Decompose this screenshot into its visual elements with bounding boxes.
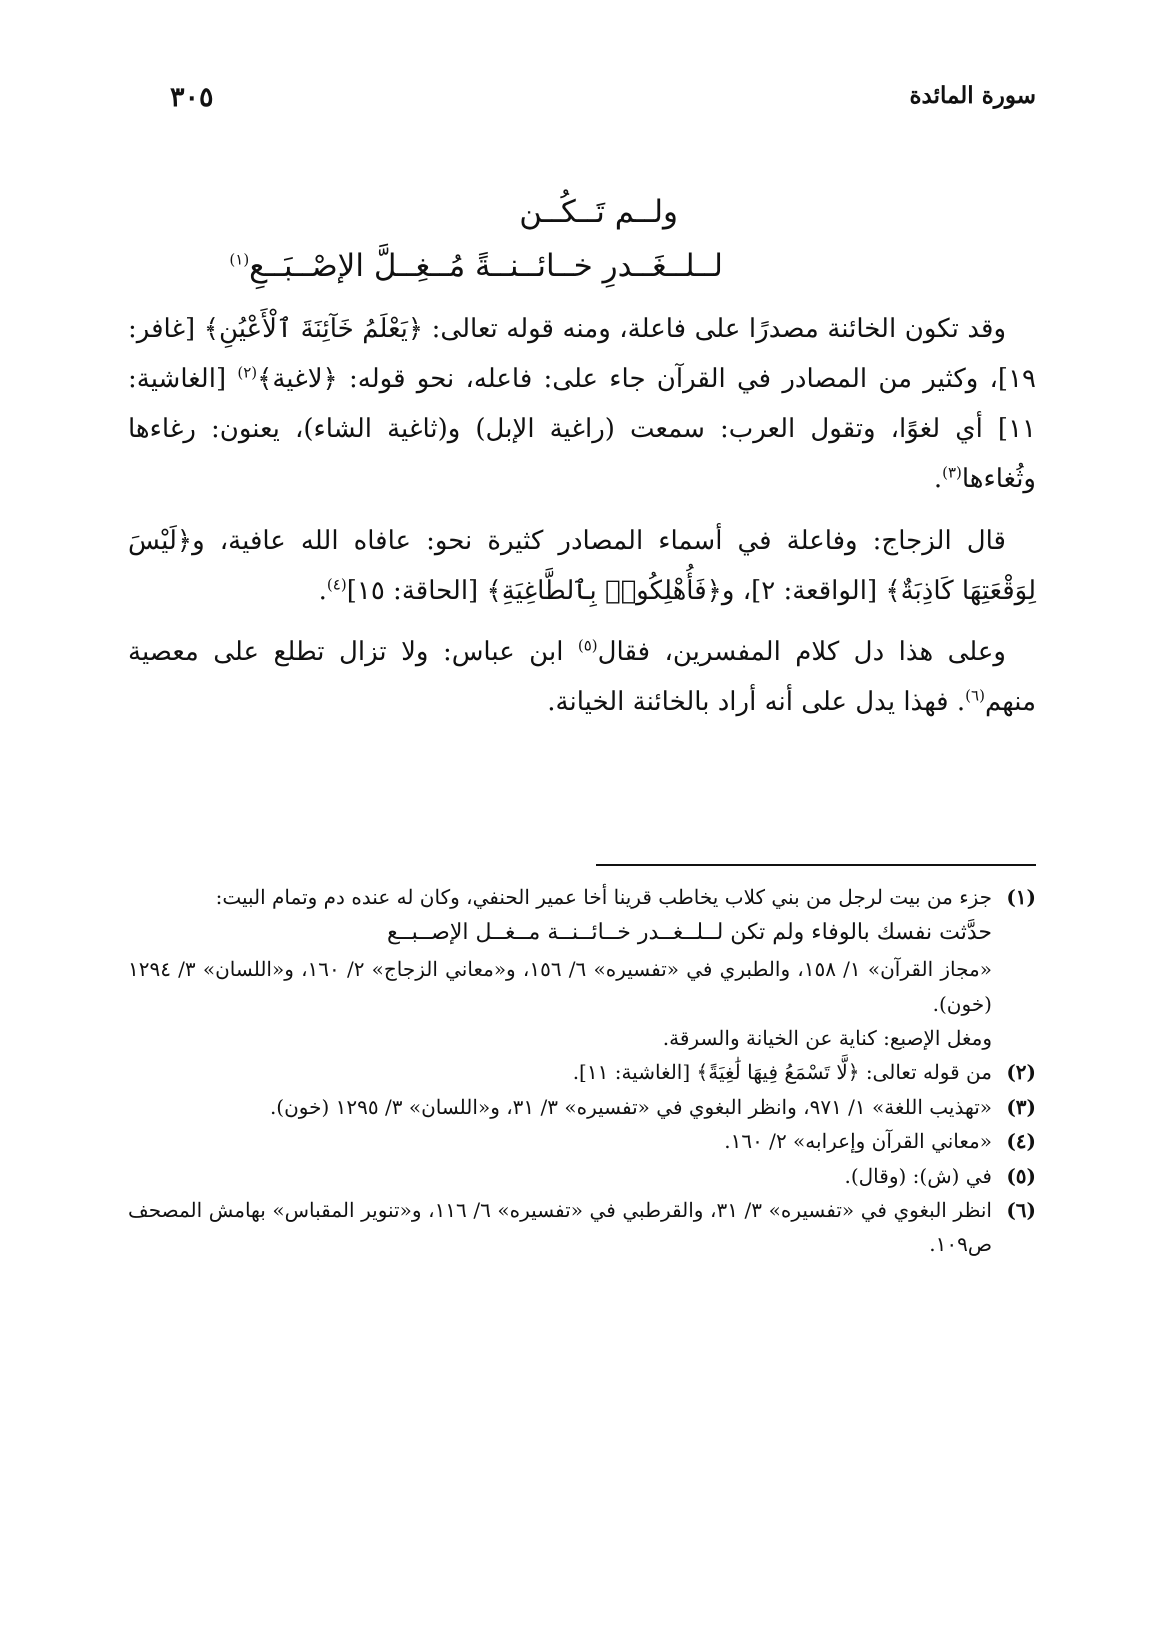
paragraph-2-text-c: [الحاقة: ١٥] [346, 575, 487, 606]
footnote-number: (٦) [1006, 1197, 1036, 1222]
surah-title: سورة المائدة [909, 82, 1036, 109]
footnote-text: «معاني القرآن وإعرابه» ٢/ ١٦٠. [724, 1129, 992, 1154]
quran-quote: ﴿لَيْسَ لِوَقْعَتِهَا كَاذِبَةٌ﴾ [128, 525, 1036, 606]
footnote-text: «مجاز القرآن» ١/ ١٥٨، والطبري في «تفسيره» ٦/ ١٥٦، و«معاني الزجاج» ٢/ ١٦٠، و«اللسان» ٣/ ١٢٩٤ (خون). [128, 957, 992, 1016]
footnote-ref-6[interactable]: (٦) [965, 686, 985, 705]
paragraph-1 [128, 305, 1036, 505]
footnote-number: (٥) [1006, 1163, 1036, 1188]
footnote-number: (٢) [1006, 1060, 1036, 1085]
footnote-text: انظر البغوي في «تفسيره» ٣/ ٣١، والقرطبي في «تفسيره» ٦/ ١١٦، و«تنوير المقباس» بهامش المصحف ص١٠٩. [128, 1197, 992, 1257]
verse-line-2-text: لــلــغَــدرِ خــائــنــةً مُــغِــلَّ الإصْــبَــعِ [249, 248, 723, 284]
paragraph-1-end: . [933, 463, 943, 494]
footnote-ref-2[interactable]: (٢) [237, 363, 258, 382]
footnote-5 [128, 1159, 1036, 1193]
quran-quote: ﴿يَعْلَمُ خَآئِنَةَ ٱلْأَعْيُنِ﴾ [203, 314, 424, 344]
paragraph-2 [128, 517, 1036, 617]
footnote-4 [128, 1124, 1036, 1158]
footnote-text: «تهذيب اللغة» ١/ ٩٧١، وانظر البغوي في «تفسيره» ٣/ ٣١، و«اللسان» ٣/ ١٢٩٥ (خون). [269, 1094, 992, 1119]
footnote-body [128, 1055, 992, 1089]
paragraph-3-text-b: ابن عباس: ولا تزال تطلع على معصية منهم [128, 637, 1036, 718]
paragraph-1-text-c: [الغاشية: ١١] أي لغوًا، وتقول العرب: سمعت (راغية الإبل) و(ثاغية الشاء)، يعنون: رغاءها وثُغاءها [128, 363, 1036, 494]
verse-line-1 [0, 185, 1163, 239]
footnote-body [128, 1124, 992, 1158]
footnote-number: (٣) [1006, 1094, 1036, 1119]
footnote-number: (٤) [1006, 1129, 1036, 1154]
verse-line-1-text: ولــم تَــكُــن [519, 194, 678, 230]
paragraph-2-end: . [318, 575, 327, 606]
paragraph-2-text-b: [الواقعة: ٢]، و [721, 575, 886, 606]
footnote-body [128, 1159, 992, 1193]
footnote-6 [128, 1193, 1036, 1262]
quran-quote: ﴿فَأُهْلِكُوا۟ بِٱلطَّاغِيَةِ﴾ [486, 575, 722, 606]
footnote-body [128, 1193, 992, 1262]
footnote-ref-5[interactable]: (٥) [577, 636, 598, 655]
footnote-ref-4[interactable]: (٤) [326, 574, 347, 593]
poetry-verse [0, 185, 1163, 293]
paragraph-2-text-a: قال الزجاج: وفاعلة في أسماء المصادر كثيرة نحو: عافاه الله عافية، و [192, 525, 1006, 556]
paragraph-1-text-b: [غافر: ١٩]، وكثير من المصادر في القرآن جاء على: فاعله، نحو قوله: [128, 314, 1036, 394]
footnote-body [128, 880, 992, 1055]
footnotes [128, 880, 1036, 1262]
footnote-text: ومغل الإصبع: كناية عن الخيانة والسرقة. [662, 1026, 992, 1050]
footnote-text: في (ش): (وقال). [844, 1163, 992, 1188]
footnote-number: (١) [1006, 885, 1036, 909]
paragraph-1-text-a: وقد تكون الخائنة مصدرًا على فاعلة، ومنه قوله تعالى: [423, 314, 1006, 344]
footnote-ref-3[interactable]: (٣) [942, 463, 962, 482]
footnote-text: جزء من بيت لرجل من بني كلاب يخاطب قرينا أخا عمير الحنفي، وكان له عنده دم وتمام البيت: [215, 885, 992, 909]
paragraph-3-text-a: وعلى هذا دل كلام المفسرين، فقال [597, 637, 1006, 668]
main-text [128, 305, 1036, 728]
footnote-body [128, 1090, 992, 1124]
footnote-poem: حدَّثت نفسك بالوفاء ولم تكن لــلــغــدر خــائــنــة مــغــل الإصــبــع [387, 920, 992, 946]
verse-line-2 [0, 239, 1163, 293]
footnote-2 [128, 1055, 1036, 1089]
footnote-3 [128, 1090, 1036, 1124]
footnote-text: من قوله تعالى: ﴿لَّا تَسْمَعُ فِيهَا لَٰغِيَةً﴾ [الغاشية: ١١]. [572, 1060, 992, 1085]
paragraph-3-text-c: . فهذا يدل على أنه أراد بالخائنة الخيانة. [547, 687, 966, 718]
footnote-ref-1[interactable]: (١) [229, 250, 250, 269]
paragraph-3 [128, 628, 1036, 728]
quran-quote: ﴿لاغية﴾ [257, 363, 338, 394]
page-number: ٣٠٥ [170, 82, 214, 113]
footnote-1 [128, 880, 1036, 1055]
page-header [170, 82, 1036, 122]
footnote-separator [596, 864, 1036, 866]
